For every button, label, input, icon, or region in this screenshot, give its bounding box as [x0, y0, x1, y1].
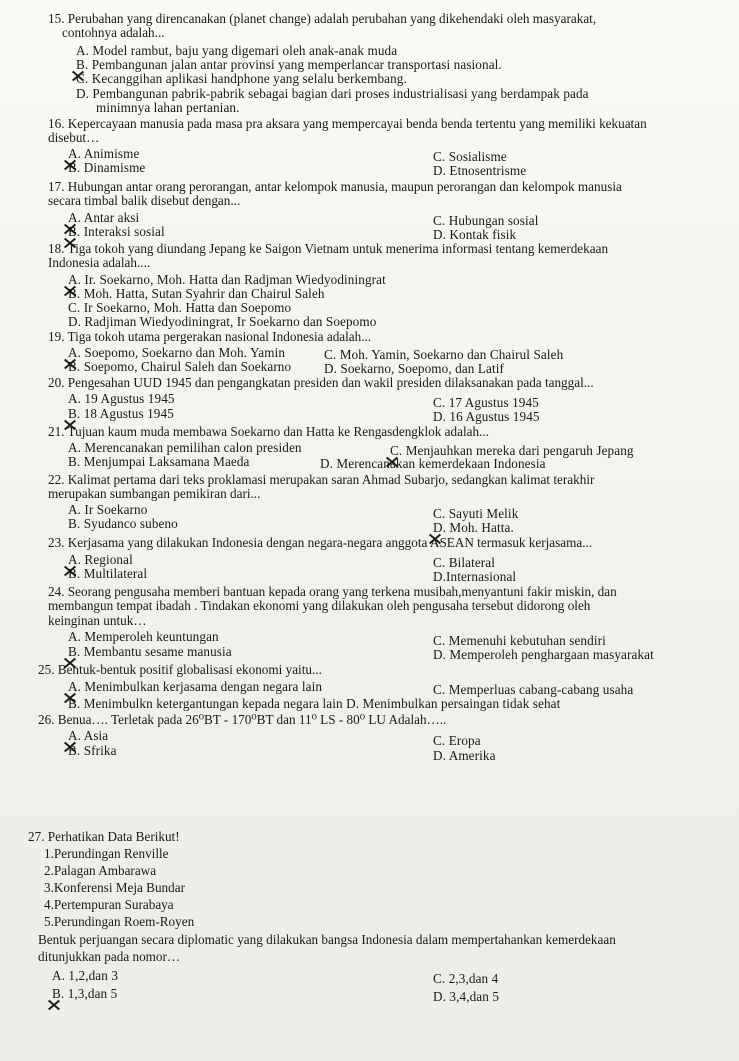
q24-stem-line2: membangun tempat ibadah . Tindakan ekonomi yang dilakukan oleh pengusaha tersebut didorong oleh: [48, 598, 591, 613]
q18-option-d: D. Radjiman Wiedyodiningrat, Ir Soekarno dan Soepomo: [68, 314, 377, 329]
q26-option-a-text: A. Asia: [68, 728, 109, 743]
q24-option-b-text: B. Membantu sesame manusia: [68, 644, 232, 659]
q17-option-c: C. Hubungan sosial: [433, 213, 539, 228]
q27-item-1: 1.Perundingan Renville: [44, 846, 169, 861]
q15-stem-line1: 15. Perubahan yang direncanakan (planet change) adalah perubahan yang dikehendaki oleh masyarakat,: [48, 11, 597, 26]
q21-stem: 21. Tujuan kaum muda membawa Soekarno dan Hatta ke Rengasdengklok adalah...: [48, 424, 489, 439]
q22-stem-line2: merupakan sumbangan pemikiran dari...: [48, 486, 261, 501]
q17-stem-line2: secara timbal balik disebut dengan...: [48, 193, 241, 208]
q16-option-b: B. Dinamisme: [68, 160, 146, 175]
q15-option-d-line1: D. Pembangunan pabrik-pabrik sebagai bagian dari proses industrialisasi yang berdampak pada: [76, 86, 589, 101]
q16-stem-line1: 16. Kepercayaan manusia pada masa pra aksara yang mempercayai benda benda tertentu yang memiliki kekuatan: [48, 116, 647, 131]
q23-stem: 23. Kerjasama yang dilakukan Indonesia dengan negara-negara anggota ASEAN termasuk kerjasama...: [48, 535, 593, 550]
q27-option-c: C. 2,3,dan 4: [433, 971, 499, 986]
q25-option-a-text: A. Menimbulkan kerjasama dengan negara lain: [68, 679, 323, 694]
q15-option-c: C. Kecanggihan aplikasi handphone yang selalu berkembang.: [76, 71, 407, 86]
q17-option-b-text: B. Interaksi sosial: [68, 224, 165, 239]
q20-option-d: D. 16 Agustus 1945: [433, 409, 540, 424]
q26-stem: 26. Benua…. Terletak pada 26⁰BT - 170⁰BT dan 11⁰ LS - 80⁰ LU Adalah…..: [38, 712, 447, 727]
q16-stem-line2: disebut…: [48, 130, 100, 145]
q24-option-d: D. Memperoleh penghargaan masyarakat: [433, 647, 654, 662]
q24-stem-line3: keinginan untuk…: [48, 613, 147, 628]
q15-option-a: A. Model rambut, baju yang digemari oleh anak-anak muda: [76, 43, 398, 58]
q25-option-b-d: B. Menimbulkn ketergantungan kepada negara lain D. Menimbulkan persaingan tidak sehat: [68, 696, 561, 711]
q21-option-a: A. Merencanakan pemilihan calon presiden: [68, 440, 302, 455]
q19-option-d: D. Soekarno, Soepomo, dan Latif: [324, 361, 504, 376]
q27-stem-line1: Bentuk perjuangan secara diplomatic yang dilakukan bangsa Indonesia dalam mempertahankan kemerdekaan: [38, 932, 616, 947]
q15-option-d-line2: minimnya lahan pertanian.: [96, 100, 240, 115]
q27-stem-line2: ditunjukkan pada nomor…: [38, 949, 181, 964]
q24-stem-line1: 24. Seorang pengusaha memberi bantuan kepada orang yang terkena musibah,menyantuni fakir miskin, dan: [48, 584, 617, 599]
q26-option-a: [68, 729, 108, 743]
q26-option-c: C. Eropa: [433, 733, 481, 748]
q18-option-c: C. Ir Soekarno, Moh. Hatta dan Soepomo: [68, 300, 292, 315]
q16-option-d: D. Etnosentrisme: [433, 163, 527, 178]
q19-option-b: B. Soepomo, Chairul Saleh dan Soekarno: [68, 359, 292, 374]
q26-option-d: D. Amerika: [433, 748, 496, 763]
q23-option-d: D.Internasional: [433, 569, 517, 584]
q23-option-b: B. Multilateral: [68, 566, 148, 581]
q17-option-a-text: A. Antar aksi: [68, 210, 140, 225]
q21-option-b: B. Menjumpai Laksamana Maeda: [68, 454, 250, 469]
q24-option-b: [68, 645, 232, 659]
q19-stem: 19. Tiga tokoh utama pergerakan nasional Indonesia adalah...: [48, 329, 372, 344]
q27-title: 27. Perhatikan Data Berikut!: [28, 829, 180, 844]
q16-option-a-text: A. Animisme: [68, 146, 140, 161]
q20-option-b-text: B. 18 Agustus 1945: [68, 406, 174, 421]
q22-stem-line1: 22. Kalimat pertama dari teks proklamasi merupakan saran Ahmad Subarjo, sedangkan kalimat terakhir: [48, 472, 595, 487]
q20-stem: 20. Pengesahan UUD 1945 dan pengangkatan presiden dan wakil presiden dilaksanakan pada tanggal...: [48, 375, 594, 390]
q18-option-a-text: A. Ir. Soekarno, Moh. Hatta dan Radjman Wiedyodiningrat: [68, 272, 386, 287]
q27-item-2: 2.Palagan Ambarawa: [44, 863, 157, 878]
q18-stem-line1: 18. Tiga tokoh yang diundang Jepang ke Saigon Vietnam untuk menerima informasi tentang kemerdekaan: [48, 241, 609, 256]
q23-option-a-text: A. Regional: [68, 552, 133, 567]
q20-option-b: [68, 407, 174, 421]
q27-item-4: 4.Pertempuran Surabaya: [44, 897, 174, 912]
q20-option-c: C. 17 Agustus 1945: [433, 395, 539, 410]
q25-stem: 25. Bentuk-bentuk positif globalisasi ekonomi yaitu...: [38, 662, 322, 677]
q25-option-c: C. Memperluas cabang-cabang usaha: [433, 682, 634, 697]
q27-option-a: A. 1,2,dan 3: [52, 968, 119, 983]
q27-option-b: [52, 987, 117, 1001]
q17-option-d: D. Kontak fisik: [433, 227, 517, 242]
q23-option-c: C. Bilateral: [433, 555, 495, 570]
q22-option-d: [433, 521, 514, 535]
q27-option-d: D. 3,4,dan 5: [433, 989, 500, 1004]
q17-stem-line1: 17. Hubungan antar orang perorangan, antar kelompok manusia, maupun perorangan dan kelompok manusia: [48, 179, 622, 194]
q19-option-c: C. Moh. Yamin, Soekarno dan Chairul Saleh: [324, 347, 564, 362]
q22-option-b: B. Syudanco subeno: [68, 516, 178, 531]
q24-option-a: A. Memperoleh keuntungan: [68, 629, 219, 644]
q18-option-b: B. Moh. Hatta, Sutan Syahrir dan Chairul Saleh: [68, 286, 325, 301]
q22-option-c: C. Sayuti Melik: [433, 506, 519, 521]
q22-option-a: A. Ir Soekarno: [68, 502, 148, 517]
q17-option-b: [68, 225, 165, 239]
q27-item-3: 3.Konferensi Meja Bundar: [44, 880, 185, 895]
q22-option-d-text: D. Moh. Hatta.: [433, 520, 514, 535]
q15-option-b-text: B. Pembangunan jalan antar provinsi yang memperlancar transportasi nasional.: [76, 57, 502, 72]
q27-item-5: 5.Perundingan Roem-Royen: [44, 914, 195, 929]
q19-option-a-text: A. Soepomo, Soekarno dan Moh. Yamin: [68, 345, 286, 360]
q25-option-a: [68, 680, 322, 694]
q24-option-c: C. Memenuhi kebutuhan sendiri: [433, 633, 606, 648]
q21-option-d: D. Merencanakan kemerdekaan Indonesia: [320, 456, 546, 471]
q15-stem-line2: contohnya adalah...: [62, 25, 165, 40]
q18-stem-line2: Indonesia adalah....: [48, 255, 151, 270]
q26-option-b: B. Sfrika: [68, 743, 117, 758]
q20-option-a: A. 19 Agustus 1945: [68, 391, 175, 406]
q27-option-b-text: B. 1,3,dan 5: [52, 986, 118, 1001]
q16-option-c: C. Sosialisme: [433, 149, 507, 164]
q21-option-c-text: C. Menjauhkan mereka dari pengaruh Jepang: [390, 443, 634, 458]
